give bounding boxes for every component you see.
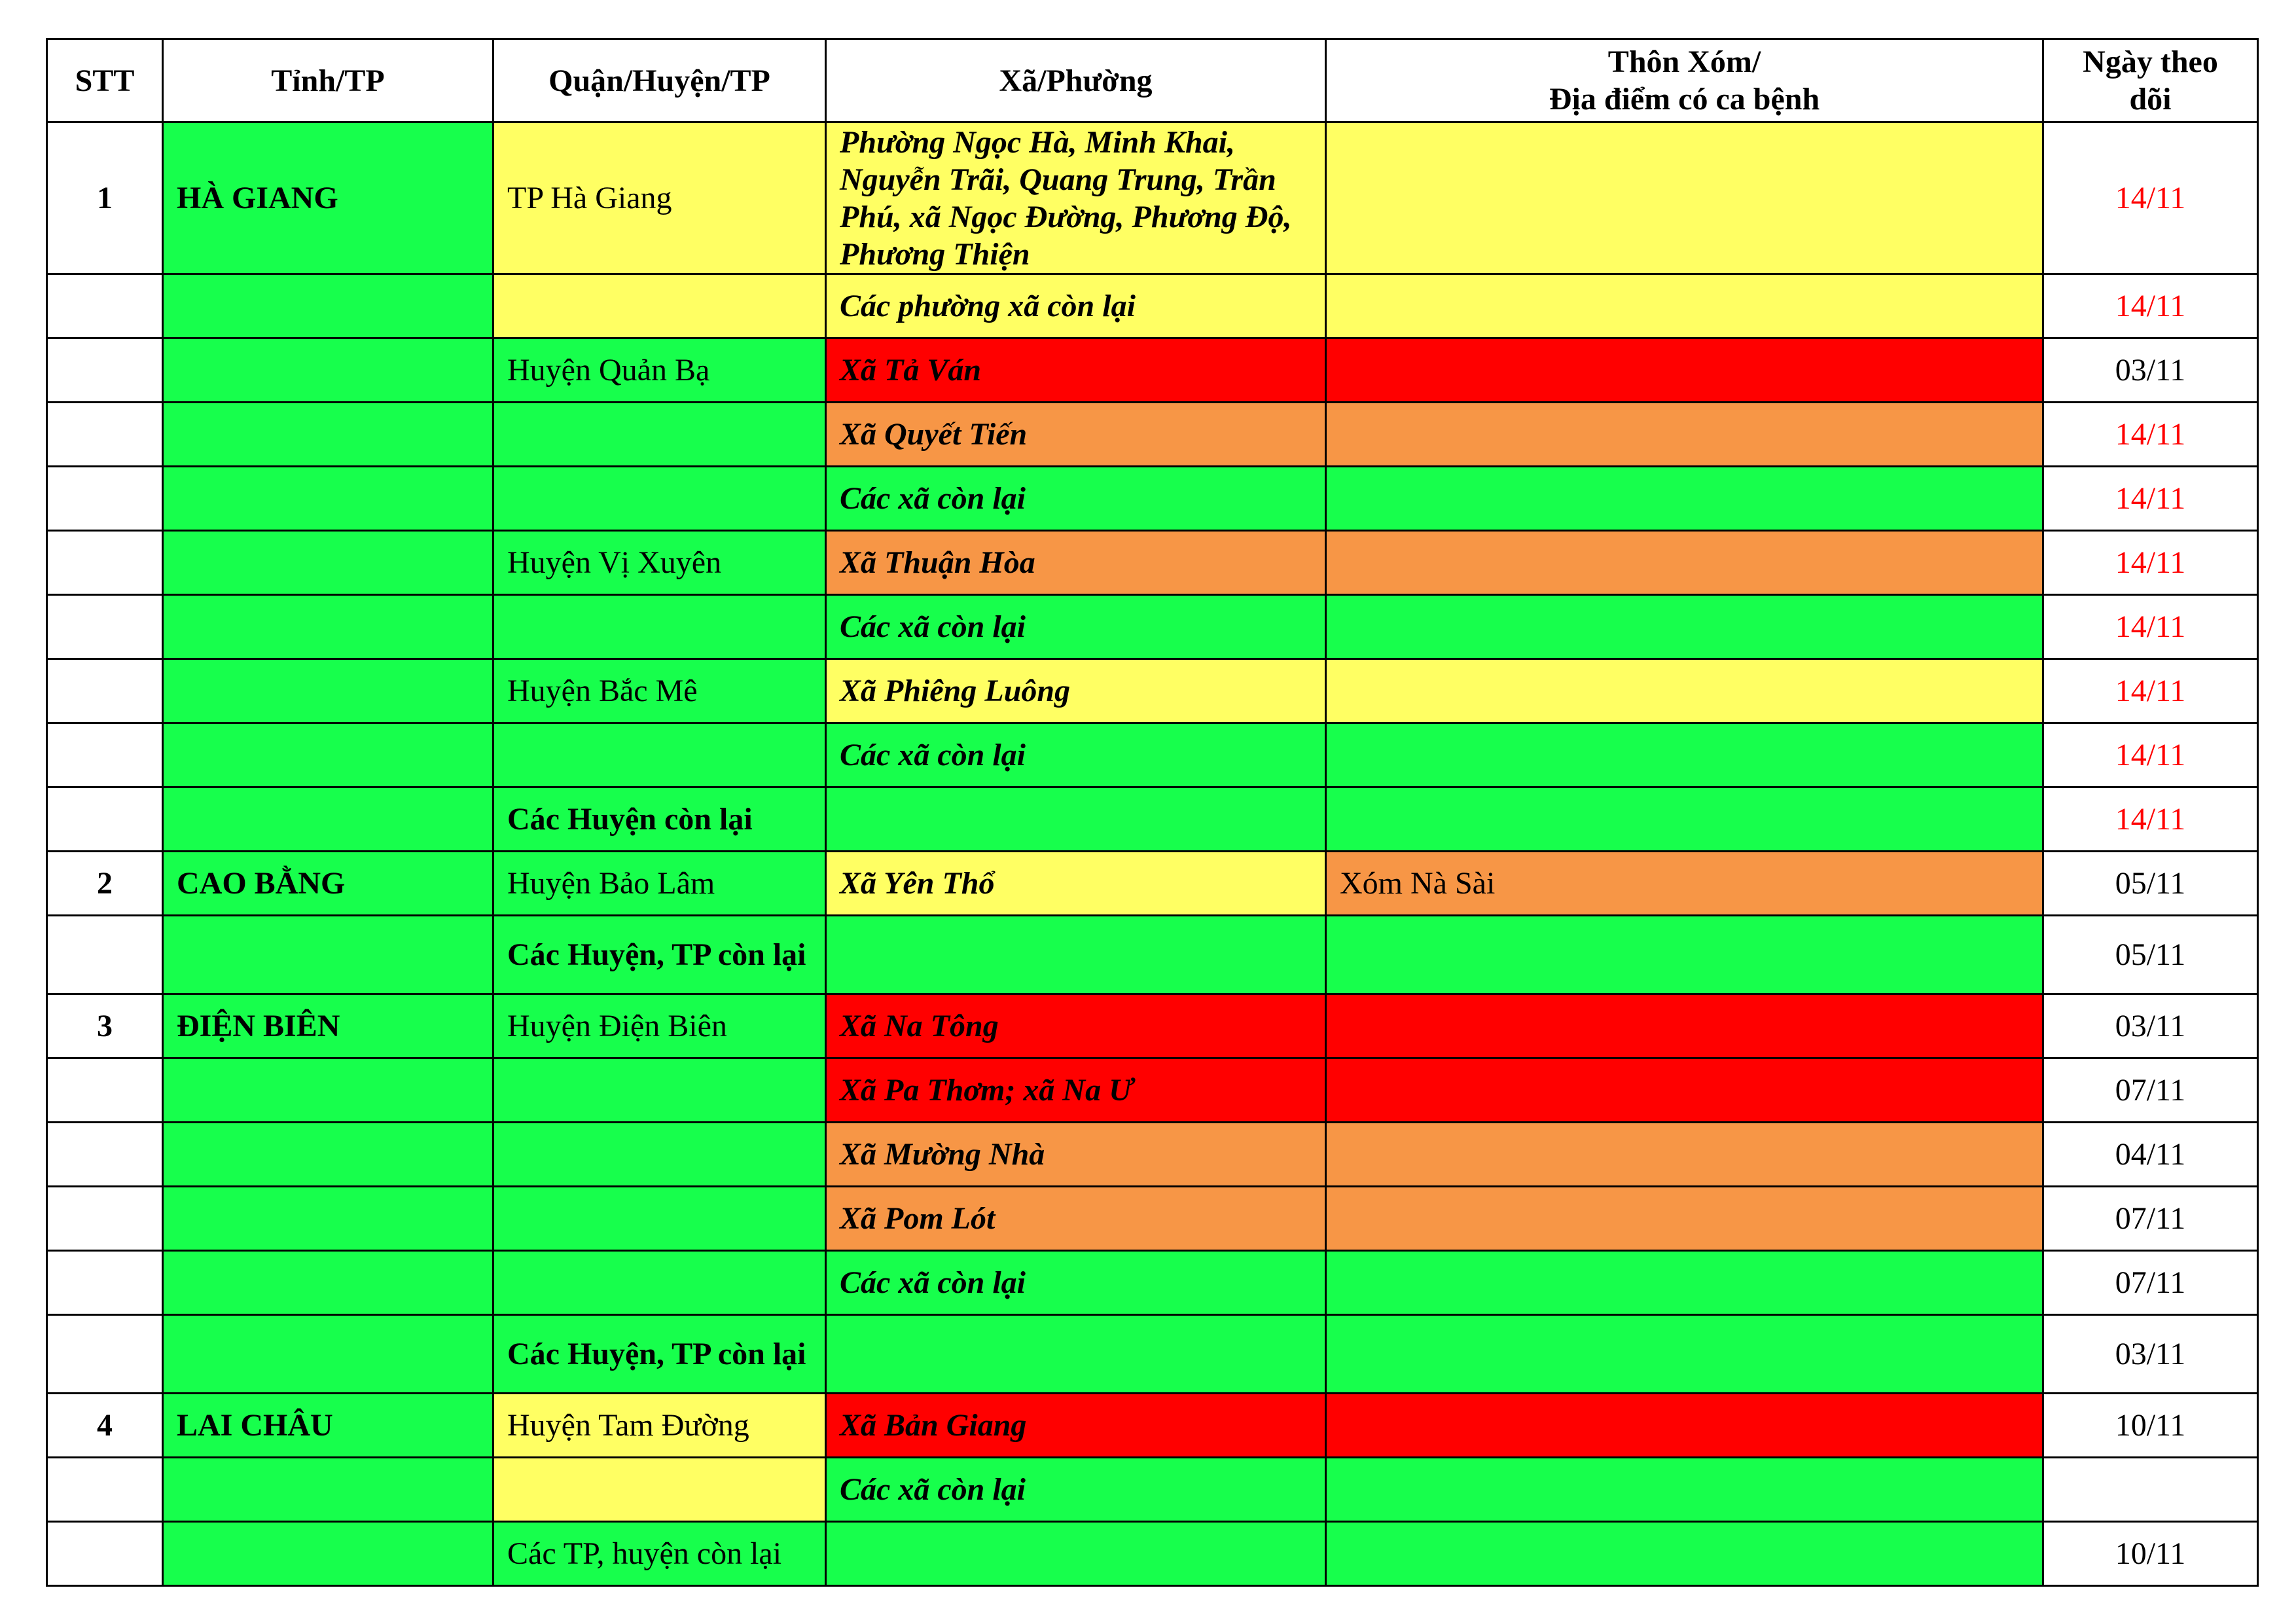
header-province: Tỉnh/TP: [163, 39, 493, 122]
cell-commune: Các xã còn lại: [826, 1458, 1326, 1522]
cell-province: [163, 1187, 493, 1251]
header-stt: STT: [47, 39, 163, 122]
cell-date: 14/11: [2043, 467, 2258, 531]
cell-district: [493, 403, 826, 467]
cell-commune: Các xã còn lại: [826, 1251, 1326, 1315]
cell-date: [2043, 1458, 2258, 1522]
cell-province: [163, 723, 493, 787]
table-row: [47, 122, 2258, 274]
cell-commune: Phường Ngọc Hà, Minh Khai, Nguyễn Trãi, Quang Trung, Trần Phú, xã Ngọc Đường, Phương Độ, Phương Thiện: [826, 122, 1326, 274]
cell-date: 10/11: [2043, 1522, 2258, 1586]
cell-stt: [47, 1123, 163, 1187]
cell-district: Huyện Quản Bạ: [493, 338, 826, 403]
cell-district: [493, 1058, 826, 1123]
cell-stt: [47, 1522, 163, 1586]
cell-district: [493, 274, 826, 338]
cell-hamlet: [1326, 659, 2043, 723]
cell-district: [493, 723, 826, 787]
cell-district: Huyện Điện Biên: [493, 994, 826, 1058]
cell-commune: Xã Thuận Hòa: [826, 531, 1326, 595]
risk-level-table: [46, 38, 2259, 1587]
cell-date: 07/11: [2043, 1251, 2258, 1315]
cell-hamlet: [1326, 1522, 2043, 1586]
cell-commune: [826, 787, 1326, 852]
table-row: [47, 1251, 2258, 1315]
cell-province: [163, 659, 493, 723]
cell-commune: Xã Bản Giang: [826, 1394, 1326, 1458]
cell-commune: Xã Phiêng Luông: [826, 659, 1326, 723]
cell-province: LAI CHÂU: [163, 1394, 493, 1458]
cell-stt: [47, 787, 163, 852]
cell-hamlet: [1326, 274, 2043, 338]
cell-date: 07/11: [2043, 1058, 2258, 1123]
cell-date: 14/11: [2043, 595, 2258, 659]
cell-district: [493, 1123, 826, 1187]
cell-district: Các Huyện, TP còn lại: [493, 916, 826, 994]
cell-hamlet: [1326, 467, 2043, 531]
cell-district: [493, 467, 826, 531]
cell-district: [493, 595, 826, 659]
header-date: [2043, 39, 2258, 122]
cell-hamlet: [1326, 1058, 2043, 1123]
table-row: [47, 1394, 2258, 1458]
cell-commune: Xã Mường Nhà: [826, 1123, 1326, 1187]
cell-hamlet: [1326, 1315, 2043, 1394]
cell-district: Huyện Bắc Mê: [493, 659, 826, 723]
header-district: Quận/Huyện/TP: [493, 39, 826, 122]
cell-hamlet: [1326, 122, 2043, 274]
table-row: [47, 531, 2258, 595]
header-hamlet-line2: Địa điểm có ca bệnh: [1549, 82, 1820, 117]
table-row: [47, 467, 2258, 531]
cell-province: [163, 1458, 493, 1522]
cell-hamlet: [1326, 723, 2043, 787]
cell-date: 10/11: [2043, 1394, 2258, 1458]
cell-stt: [47, 1458, 163, 1522]
table-row: [47, 274, 2258, 338]
cell-district: Các TP, huyện còn lại: [493, 1522, 826, 1586]
cell-hamlet: [1326, 1394, 2043, 1458]
header-date-line1: Ngày theo: [2083, 45, 2218, 79]
cell-date: 04/11: [2043, 1123, 2258, 1187]
cell-district: Huyện Bảo Lâm: [493, 852, 826, 916]
cell-district: TP Hà Giang: [493, 122, 826, 274]
cell-province: [163, 1123, 493, 1187]
cell-stt: [47, 1058, 163, 1123]
cell-province: [163, 916, 493, 994]
cell-commune: Xã Tả Ván: [826, 338, 1326, 403]
cell-province: CAO BẰNG: [163, 852, 493, 916]
cell-hamlet: [1326, 1251, 2043, 1315]
cell-stt: [47, 274, 163, 338]
cell-commune: Các phường xã còn lại: [826, 274, 1326, 338]
cell-commune: [826, 1315, 1326, 1394]
header-date-line2: dõi: [2129, 82, 2172, 117]
cell-date: 14/11: [2043, 531, 2258, 595]
table-row: [47, 595, 2258, 659]
cell-date: 03/11: [2043, 994, 2258, 1058]
table-row: [47, 723, 2258, 787]
table-row: [47, 1522, 2258, 1586]
cell-province: [163, 1251, 493, 1315]
cell-date: 14/11: [2043, 787, 2258, 852]
cell-commune: Xã Pom Lót: [826, 1187, 1326, 1251]
table-row: [47, 787, 2258, 852]
cell-district: Huyện Vị Xuyên: [493, 531, 826, 595]
cell-hamlet: [1326, 1187, 2043, 1251]
cell-date: 14/11: [2043, 659, 2258, 723]
table-row: [47, 1187, 2258, 1251]
cell-stt: [47, 338, 163, 403]
cell-hamlet: [1326, 1458, 2043, 1522]
table-row: [47, 403, 2258, 467]
cell-stt: 3: [47, 994, 163, 1058]
cell-district: [493, 1458, 826, 1522]
header-commune: Xã/Phường: [826, 39, 1326, 122]
cell-commune: Xã Yên Thổ: [826, 852, 1326, 916]
table-row: [47, 1458, 2258, 1522]
cell-stt: [47, 659, 163, 723]
cell-hamlet: [1326, 531, 2043, 595]
cell-commune: [826, 1522, 1326, 1586]
cell-province: [163, 1522, 493, 1586]
cell-province: ĐIỆN BIÊN: [163, 994, 493, 1058]
cell-commune: Xã Pa Thơm; xã Na Ư: [826, 1058, 1326, 1123]
cell-commune: Các xã còn lại: [826, 723, 1326, 787]
cell-district: Các Huyện, TP còn lại: [493, 1315, 826, 1394]
cell-province: [163, 595, 493, 659]
cell-stt: [47, 1187, 163, 1251]
cell-hamlet: [1326, 994, 2043, 1058]
cell-date: 05/11: [2043, 852, 2258, 916]
table-row: [47, 1315, 2258, 1394]
cell-province: [163, 403, 493, 467]
cell-stt: 4: [47, 1394, 163, 1458]
header-row: [47, 39, 2258, 122]
cell-district: Huyện Tam Đường: [493, 1394, 826, 1458]
table-row: [47, 659, 2258, 723]
cell-date: 05/11: [2043, 916, 2258, 994]
cell-date: 03/11: [2043, 338, 2258, 403]
cell-province: [163, 274, 493, 338]
cell-stt: [47, 531, 163, 595]
cell-date: 14/11: [2043, 403, 2258, 467]
table-row: [47, 994, 2258, 1058]
table-row: [47, 852, 2258, 916]
header-hamlet-line1: Thôn Xóm/: [1607, 45, 1761, 79]
cell-date: 14/11: [2043, 274, 2258, 338]
cell-stt: 2: [47, 852, 163, 916]
cell-hamlet: [1326, 916, 2043, 994]
cell-stt: [47, 403, 163, 467]
cell-stt: [47, 916, 163, 994]
header-hamlet: [1326, 39, 2043, 122]
cell-hamlet: [1326, 403, 2043, 467]
cell-date: 14/11: [2043, 723, 2258, 787]
cell-district: Các Huyện còn lại: [493, 787, 826, 852]
cell-district: [493, 1187, 826, 1251]
cell-stt: [47, 1315, 163, 1394]
cell-date: 03/11: [2043, 1315, 2258, 1394]
cell-province: [163, 338, 493, 403]
cell-province: [163, 531, 493, 595]
table-row: [47, 338, 2258, 403]
cell-hamlet: [1326, 1123, 2043, 1187]
cell-stt: [47, 1251, 163, 1315]
table-row: [47, 1058, 2258, 1123]
cell-hamlet: [1326, 338, 2043, 403]
table-row: [47, 916, 2258, 994]
cell-province: [163, 1315, 493, 1394]
cell-hamlet: [1326, 787, 2043, 852]
cell-stt: 1: [47, 122, 163, 274]
cell-date: 07/11: [2043, 1187, 2258, 1251]
cell-district: [493, 1251, 826, 1315]
cell-stt: [47, 467, 163, 531]
cell-commune: Các xã còn lại: [826, 595, 1326, 659]
cell-stt: [47, 723, 163, 787]
cell-commune: [826, 916, 1326, 994]
cell-commune: Xã Na Tông: [826, 994, 1326, 1058]
cell-commune: Các xã còn lại: [826, 467, 1326, 531]
cell-commune: Xã Quyết Tiến: [826, 403, 1326, 467]
cell-province: [163, 787, 493, 852]
cell-province: HÀ GIANG: [163, 122, 493, 274]
cell-date: 14/11: [2043, 122, 2258, 274]
cell-stt: [47, 595, 163, 659]
cell-hamlet: Xóm Nà Sài: [1326, 852, 2043, 916]
cell-province: [163, 467, 493, 531]
cell-hamlet: [1326, 595, 2043, 659]
table-row: [47, 1123, 2258, 1187]
cell-province: [163, 1058, 493, 1123]
